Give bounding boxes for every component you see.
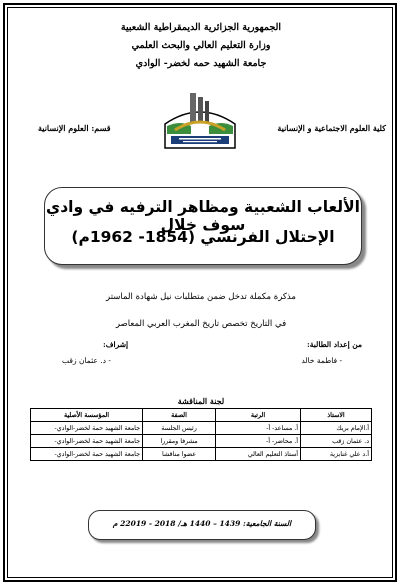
- thesis-title-line-2: الإحتلال الفرنسي (1854- 1962م): [71, 228, 335, 246]
- jury-header-professor: الاستاذ: [301, 409, 372, 422]
- jury-role: عضوا مناقشا: [143, 448, 216, 461]
- jury-header-row: [31, 409, 372, 422]
- student-name: - فاطمة خالد: [301, 356, 342, 365]
- jury-professor: أ.الإمام بريك: [301, 422, 372, 435]
- table-row: [31, 422, 372, 435]
- prepared-by-label: من إعداد الطالبة:: [306, 340, 362, 349]
- supervision-label: إشراف:: [103, 340, 129, 349]
- jury-professor: أ.د علي غنابزية: [301, 448, 372, 461]
- university-name: جامعة الشهيد حمه لخضر- الوادي: [135, 58, 267, 69]
- jury-role: مشرفا ومقررا: [143, 435, 216, 448]
- ministry-name: وزارة التعليم العالي والبحث العلمي: [131, 40, 271, 51]
- university-logo-icon: [157, 90, 243, 152]
- academic-year: السنة الجامعية: 1439 – 1440 هـ/ 2018 - 22019 م: [112, 519, 292, 528]
- table-row: [31, 448, 372, 461]
- committee-label: لجنة المناقشة: [177, 396, 225, 406]
- jury-header-institution: المؤسسة الأصلية: [31, 409, 143, 422]
- jury-rank: أ. محاضر- أ-: [216, 435, 301, 448]
- academic-year-box: [88, 510, 316, 540]
- memo-description: مذكرة مكملة تدخل ضمن متطلبات نيل شهادة الماستر: [106, 292, 296, 302]
- faculty-name: كلية العلوم الاجتماعية و الإنسانية: [277, 123, 386, 133]
- jury-professor: د. عثمان زقب: [301, 435, 372, 448]
- jury-institution: جامعة الشهيد حمة لخضر-الوادي-: [31, 448, 143, 461]
- thesis-title-box: [44, 187, 362, 265]
- jury-rank: أستاذ التعليم العالي: [216, 448, 301, 461]
- republic-name: الجمهورية الجزائرية الديمقراطية الشعبية: [120, 22, 282, 33]
- supervisor-name: - د. عثمان زقب: [62, 356, 111, 365]
- table-row: [31, 435, 372, 448]
- jury-institution: جامعة الشهيد حمة لخضر-الوادي-: [31, 422, 143, 435]
- specialization: في التاريخ تخصص تاريخ المغرب العربي المعاصر: [115, 319, 287, 329]
- jury-table: [30, 408, 372, 461]
- jury-institution: جامعة الشهيد حمة لخضر-الوادي-: [31, 435, 143, 448]
- thesis-title-line-1: الألعاب الشعبية ومظاهر الترفيه في وادي سوف خلال: [46, 198, 360, 234]
- jury-header-role: الصفة: [143, 409, 216, 422]
- jury-header-rank: الرتبة: [216, 409, 301, 422]
- jury-rank: أ. مساعد- أ-: [216, 422, 301, 435]
- department-name: قسم: العلوم الإنسانية: [38, 123, 111, 133]
- jury-role: رئيس الجلسة: [143, 422, 216, 435]
